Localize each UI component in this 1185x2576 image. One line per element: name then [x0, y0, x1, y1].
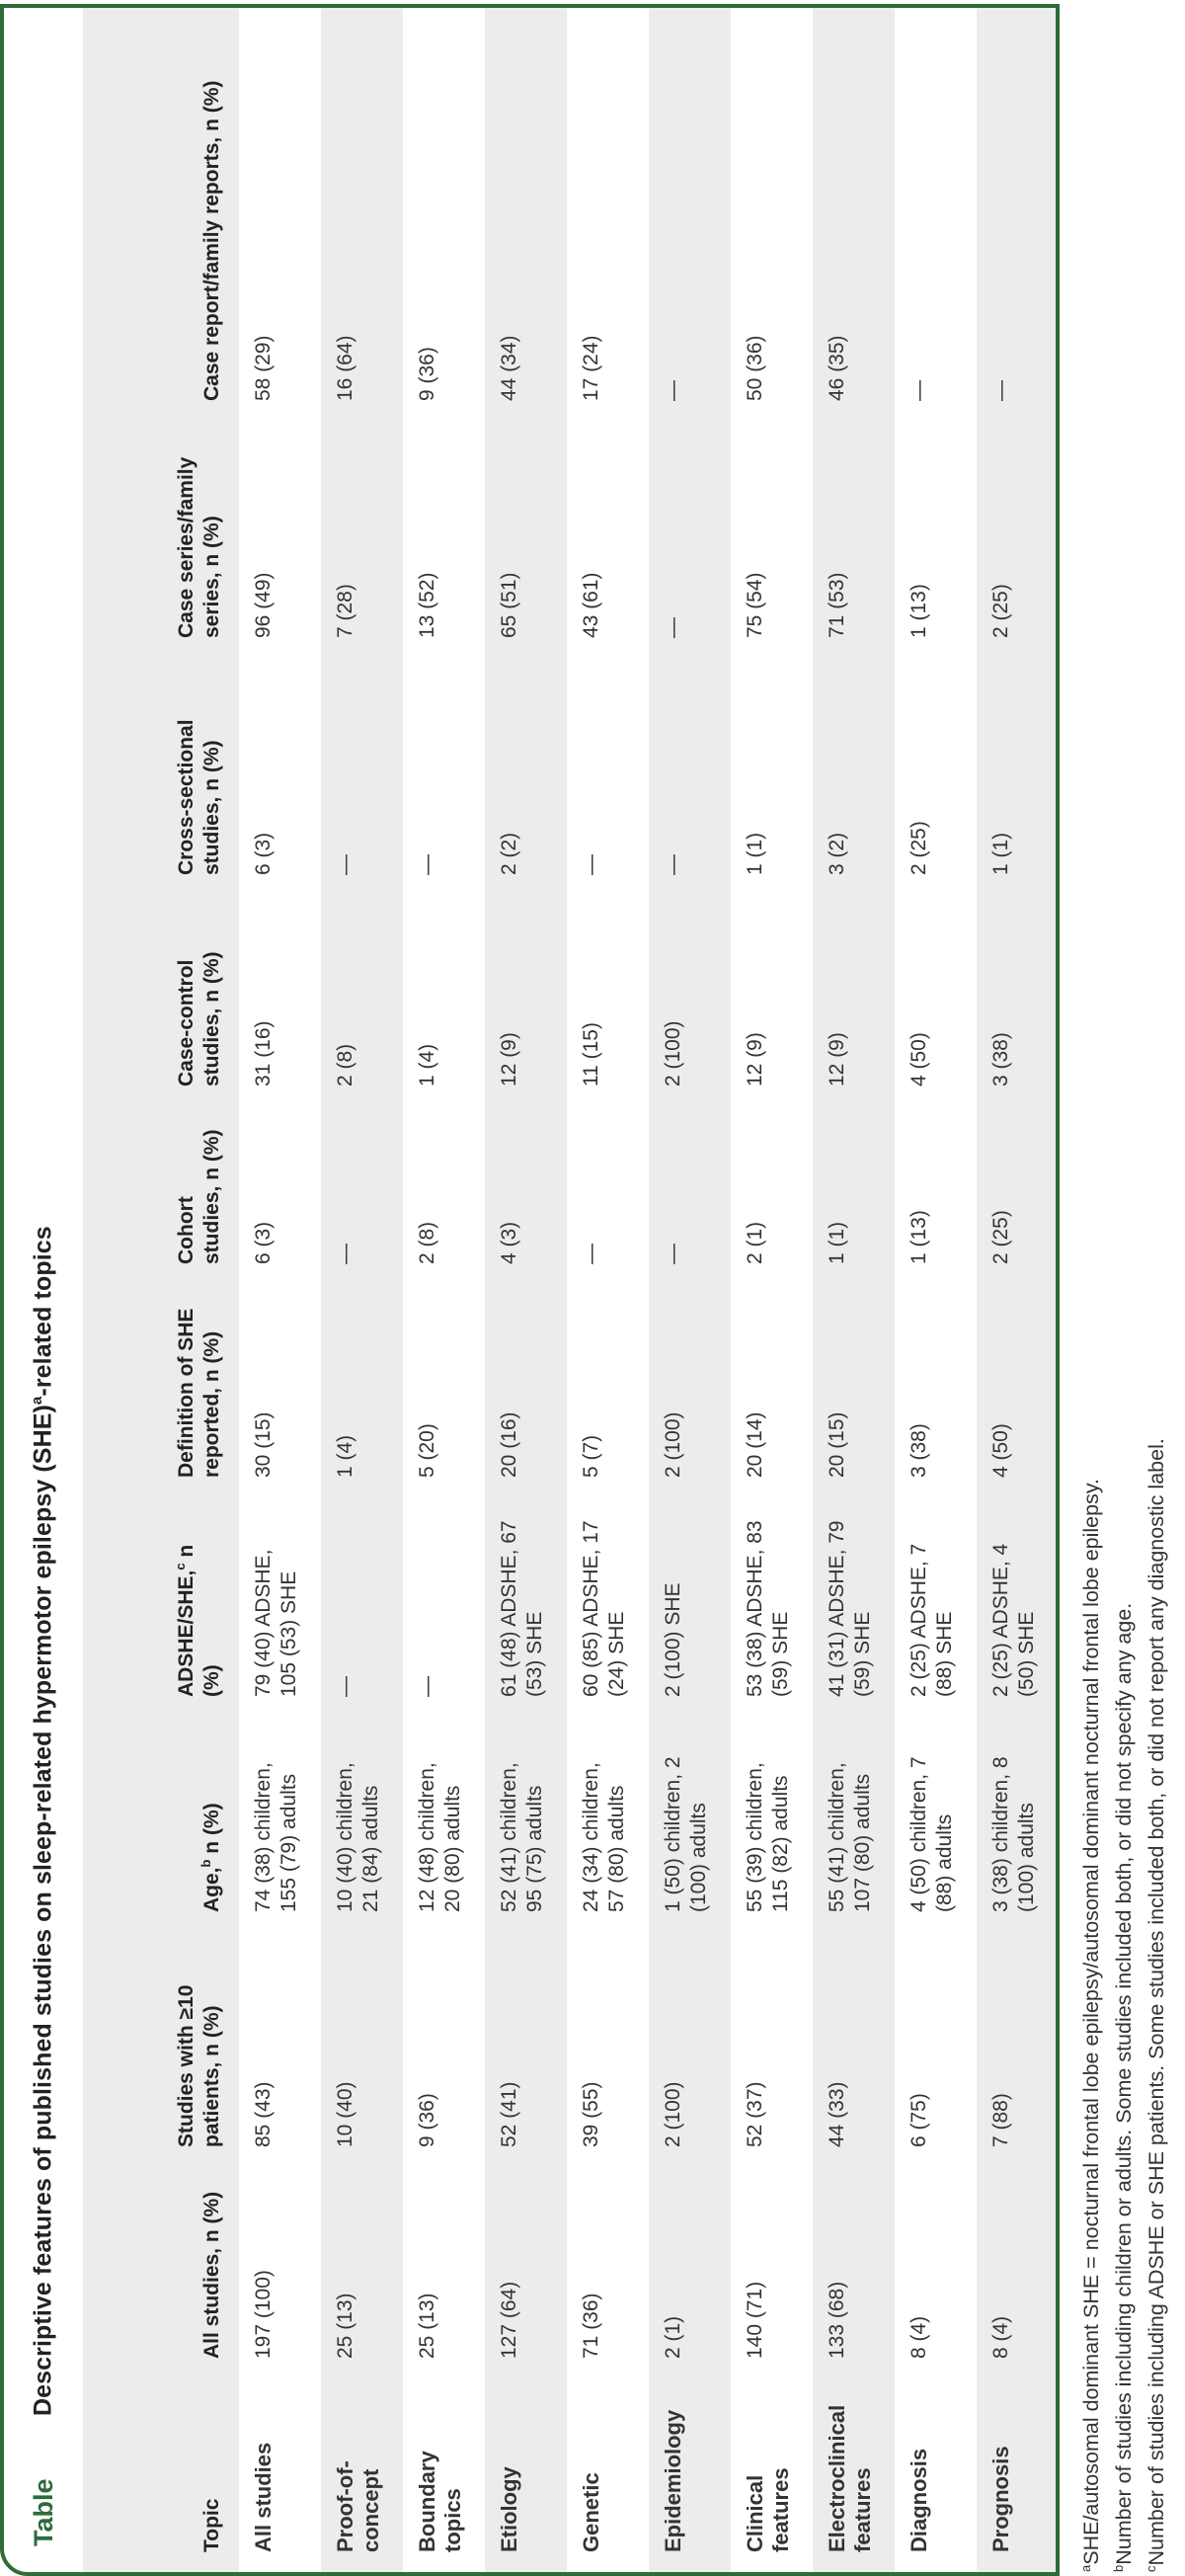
cell-definition: 20 (15): [826, 1411, 848, 1478]
table-row: [567, 8, 649, 2572]
cell-case-report: 50 (36): [744, 335, 766, 401]
cell-age: 1 (50) children, 2 (100) adults: [662, 1756, 710, 1912]
col-age-text-end: n (%): [200, 1803, 223, 1860]
cell-studies-10: 52 (37): [744, 2081, 766, 2147]
table-row: [895, 8, 977, 2572]
cell-adshe: [1059, 1497, 1060, 1717]
cell-case-control: 4 (50): [908, 1032, 930, 1087]
cell-cross-sectional: 6 (3): [252, 832, 275, 875]
cell-case-report: —: [908, 380, 930, 401]
cell-case-series: 65 (51): [498, 572, 520, 638]
cell-adshe: 60 (85) ADSHE, 17 (24) SHE: [580, 1520, 628, 1697]
cell-case-report: 16 (64): [334, 335, 356, 401]
cell-cross-sectional: —: [580, 854, 602, 875]
col-definition: Definition of SHE reported, n (%): [175, 1308, 223, 1478]
cell-case-series: [1059, 421, 1060, 658]
cell-case-control: 12 (9): [826, 1032, 848, 1087]
cell-studies-10: [1059, 1932, 1060, 2167]
cell-age: 52 (41) children, 95 (75) adults: [498, 1762, 546, 1912]
cell-cross-sectional: 3 (2): [826, 832, 848, 875]
footnote-mark: a: [1078, 2564, 1093, 2572]
cell-adshe: 2 (100) SHE: [662, 1582, 684, 1697]
table-row: [403, 8, 485, 2572]
footnote: [1138, 14, 1170, 2572]
col-case-report: Case report/family reports, n (%): [200, 80, 223, 401]
footnotes: [1072, 14, 1170, 2572]
cell-definition: 3 (38): [908, 1423, 930, 1478]
table-row: [239, 8, 321, 2572]
cell-definition: 20 (16): [498, 1411, 520, 1478]
cell-adshe: 2 (25) ADSHE, 7 (88) SHE: [908, 1543, 956, 1697]
col-studies-10: Studies with ≥10 patients, n (%): [175, 1984, 223, 2147]
cell-cohort: 2 (8): [416, 1221, 438, 1264]
footnote: [1105, 14, 1138, 2572]
cell-cohort: [1059, 1106, 1060, 1284]
cell-case-control: [1059, 895, 1060, 1106]
cell-studies-10: 39 (55): [580, 2081, 602, 2147]
cell-cohort: —: [580, 1244, 602, 1264]
title-footnote-mark: a: [29, 1396, 46, 1406]
cell-cohort: 2 (25): [989, 1210, 1012, 1264]
table-label: Table: [28, 2478, 58, 2546]
cell-studies-10: 44 (33): [826, 2081, 848, 2147]
data-table: [83, 8, 1060, 2572]
table-title: [29, 1226, 57, 2487]
cell-age: 3 (38) children, 8 (100) adults: [989, 1756, 1038, 1912]
cell-cohort: —: [334, 1244, 356, 1264]
header-row: [83, 8, 239, 2572]
table-row: [731, 8, 813, 2572]
cell-age: 12 (48) children, 20 (80) adults: [416, 1762, 464, 1912]
cell-definition: 2 (100): [662, 1411, 684, 1478]
cell-case-series: 2 (25): [989, 584, 1012, 638]
cell-cohort: 1 (13): [908, 1210, 930, 1264]
footnote: [1072, 14, 1105, 2572]
cell-definition: 4 (50): [989, 1423, 1012, 1478]
table-caption: [4, 8, 83, 2572]
cell-all-studies: 71 (36): [580, 2293, 602, 2359]
cell-definition: 20 (14): [744, 1411, 766, 1478]
cell-case-series: 7 (28): [334, 584, 356, 638]
table-row: [321, 8, 403, 2572]
table-card: [0, 4, 1060, 2576]
cell-studies-10: 52 (41): [498, 2081, 520, 2147]
cell-case-control: 11 (15): [580, 1022, 602, 1087]
cell-case-control: 3 (38): [989, 1032, 1012, 1087]
cell-case-series: 75 (54): [744, 572, 766, 638]
cell-age: 4 (50) children, 7 (88) adults: [908, 1756, 956, 1912]
cell-all-studies: 25 (13): [416, 2293, 438, 2359]
cell-case-control: 1 (4): [416, 1043, 438, 1087]
cell-case-control: 2 (100): [662, 1020, 684, 1087]
cell-all-studies: 8 (4): [989, 2315, 1012, 2359]
cell-studies-10: 10 (40): [334, 2081, 356, 2147]
cell-topic: Epidemiology: [661, 2409, 685, 2552]
cell-case-series: 13 (52): [416, 572, 438, 638]
cell-all-studies: 127 (64): [498, 2281, 520, 2359]
title-text-end: -related topics: [29, 1226, 57, 1397]
cell-case-control: 2 (8): [334, 1043, 356, 1087]
col-adshe-text-end: n (%): [175, 1544, 223, 1697]
table-row: [649, 8, 731, 2572]
cell-cross-sectional: 2 (2): [498, 832, 520, 875]
cell-adshe: 2 (25) ADSHE, 4 (50) SHE: [989, 1543, 1038, 1697]
footnote-mark: c: [1144, 2565, 1159, 2572]
cell-cohort: 6 (3): [252, 1221, 275, 1264]
cell-adshe: 53 (38) ADSHE, 83 (59) SHE: [744, 1520, 792, 1697]
cell-studies-10: 85 (43): [252, 2081, 275, 2147]
cell-age: 10 (40) children, 21 (84) adults: [334, 1762, 382, 1912]
table-row: [1059, 8, 1060, 2572]
cell-age: 55 (39) children, 115 (82) adults: [744, 1762, 792, 1912]
cell-all-studies: 8 (4): [908, 2315, 930, 2359]
footnote-mark: b: [1111, 2564, 1127, 2572]
cell-cohort: —: [662, 1244, 684, 1264]
cell-case-control: 12 (9): [744, 1032, 766, 1087]
col-adshe-text: ADSHE/SHE,: [175, 1570, 198, 1697]
col-age-mark: b: [198, 1859, 213, 1868]
col-case-series: Case series/family series, n (%): [175, 456, 223, 638]
cell-topic: Clinical features: [743, 2467, 793, 2552]
cell-adshe: 61 (48) ADSHE, 67 (53) SHE: [498, 1520, 546, 1697]
cell-studies-10: 9 (36): [416, 2093, 438, 2147]
col-topic: Topic: [200, 2498, 223, 2552]
cell-age: [1059, 1717, 1060, 1932]
cell-definition: [1059, 1284, 1060, 1497]
cell-age: 55 (41) children, 107 (80) adults: [826, 1762, 874, 1912]
cell-cohort: 2 (1): [744, 1221, 766, 1264]
cell-all-studies: 140 (71): [744, 2281, 766, 2359]
cell-adshe: 79 (40) ADSHE, 105 (53) SHE: [252, 1549, 300, 1697]
cell-studies-10: 7 (88): [989, 2093, 1012, 2147]
col-age-text: Age,: [200, 1867, 223, 1912]
cell-studies-10: 2 (100): [662, 2081, 684, 2147]
cell-case-report: 9 (36): [416, 347, 438, 401]
cell-cross-sectional: 1 (1): [989, 832, 1012, 875]
cell-all-studies: [1059, 2167, 1060, 2378]
cell-adshe: —: [416, 1676, 438, 1697]
cell-case-report: —: [662, 380, 684, 401]
cell-definition: 5 (20): [416, 1423, 438, 1478]
cell-cross-sectional: 2 (25): [908, 821, 930, 875]
cell-all-studies: 2 (1): [662, 2315, 684, 2359]
col-case-control: Case-control studies, n (%): [175, 951, 223, 1087]
cell-case-series: 71 (53): [826, 572, 848, 638]
cell-case-series: —: [662, 617, 684, 638]
table-row: [977, 8, 1059, 2572]
cell-case-report: 44 (34): [498, 335, 520, 401]
cell-definition: 30 (15): [252, 1411, 275, 1478]
cell-case-report: [1059, 8, 1060, 421]
cell-cross-sectional: 1 (1): [744, 832, 766, 875]
col-adshe-mark: c: [173, 1563, 188, 1570]
col-all-studies: All studies, n (%): [200, 2191, 223, 2359]
title-text: Descriptive features of published studies on sleep-related hypermotor epilepsy (SHE): [29, 1405, 57, 2416]
footnote-text: Number of studies including ADSHE or SHE patients. Some studies included both, or did not report any diagnostic label.: [1145, 1438, 1169, 2566]
cell-cross-sectional: [1059, 658, 1060, 895]
cell-topic: Electroclinical features: [825, 2404, 875, 2552]
cell-age: 74 (38) children, 155 (79) adults: [252, 1762, 300, 1912]
cell-cross-sectional: —: [416, 854, 438, 875]
cell-topic: Proof-of-concept: [333, 2460, 383, 2552]
cell-case-control: 12 (9): [498, 1032, 520, 1087]
cell-definition: 1 (4): [334, 1434, 356, 1478]
cell-case-control: 31 (16): [252, 1020, 275, 1087]
table-row: [485, 8, 567, 2572]
cell-cross-sectional: —: [334, 854, 356, 875]
footnote-text: Number of studies including children or adults. Some studies included both, or did not specify any age.: [1112, 1602, 1137, 2565]
cell-case-report: —: [989, 380, 1012, 401]
col-adshe: [83, 1497, 239, 1717]
cell-definition: 5 (7): [580, 1434, 602, 1478]
cell-topic: Prognosis: [988, 2446, 1013, 2552]
cell-case-series: 43 (61): [580, 572, 602, 638]
cell-topic: All studies: [251, 2442, 276, 2552]
cell-case-report: 46 (35): [826, 335, 848, 401]
cell-topic: Boundary topics: [415, 2451, 465, 2552]
cell-studies-10: 6 (75): [908, 2093, 930, 2147]
cell-cohort: 1 (1): [826, 1221, 848, 1264]
cell-all-studies: 133 (68): [826, 2281, 848, 2359]
table-body: [239, 8, 1060, 2572]
cell-topic: Genetic: [579, 2472, 603, 2552]
cell-adshe: —: [334, 1676, 356, 1697]
cell-case-series: 1 (13): [908, 584, 930, 638]
col-cohort: Cohort studies, n (%): [175, 1129, 223, 1264]
cell-adshe: 41 (31) ADSHE, 79 (59) SHE: [826, 1520, 874, 1697]
cell-case-report: 58 (29): [252, 335, 275, 401]
col-age: [83, 1717, 239, 1932]
cell-all-studies: 25 (13): [334, 2293, 356, 2359]
cell-cross-sectional: —: [662, 854, 684, 875]
cell-topic: [1059, 2378, 1060, 2572]
cell-case-report: 17 (24): [580, 335, 602, 401]
cell-age: 24 (34) children, 57 (80) adults: [580, 1762, 628, 1912]
cell-topic: Etiology: [497, 2466, 521, 2552]
cell-topic: Diagnosis: [907, 2448, 931, 2552]
cell-cohort: 4 (3): [498, 1221, 520, 1264]
cell-case-series: 96 (49): [252, 572, 275, 638]
col-cross-sectional: Cross-sectional studies, n (%): [175, 719, 223, 875]
table-row: [813, 8, 895, 2572]
footnote-text: SHE/autosomal dominant SHE = nocturnal frontal lobe epilepsy/autosomal dominant nocturnal frontal lobe epilepsy.: [1079, 1479, 1104, 2565]
cell-all-studies: 197 (100): [252, 2270, 275, 2359]
